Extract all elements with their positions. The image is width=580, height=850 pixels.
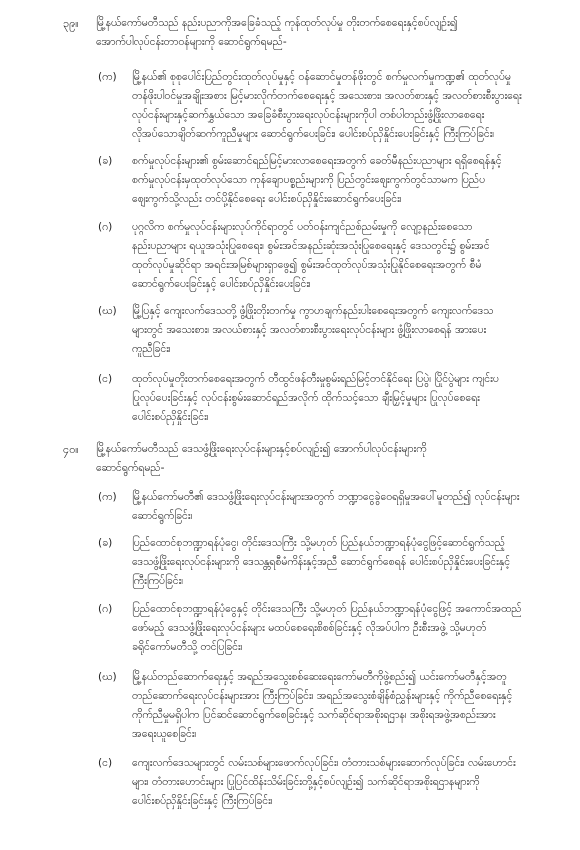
- clause-line: မြို့ပြနှင့် ကျေးလက်ဒေသတို့ ဖွံ့ဖြိုးတိုးတက်မှု ကွာဟချက်နည်းပါးစေရေးအတွက် ကျေးလက်ဒေသ: [132, 305, 494, 317]
- clause-line: များတွင် အသေးစား၊ အလယ်စားနှင့် အလတ်စားစီးပွားရေးလုပ်ငန်းများ ဖွံ့ဖြိုးလာစေရန် အားပေး: [132, 324, 487, 336]
- clause-line: ပေါင်းစပ်ညှိနှိုင်းခြင်းနှင့် ကြီးကြပ်ခြင်း၊: [132, 795, 273, 807]
- heading-line: မြို့နယ်ကော်မတီသည် နည်းပညာကိုအခြေခံသည့် ကုန်ထုတ်လုပ်မှု တိုးတက်စေရေးနှင့်စပ်လျဉ်း၍: [96, 17, 458, 29]
- clause-label: (ဂ): [98, 603, 113, 615]
- clause-label: (င): [98, 757, 113, 769]
- clause-line: ဈေးကွက်သို့လည်း တင်ပို့နိုင်စေရေး ပေါင်းစပ်ညှိနှိုင်းဆောင်ရွက်ပေးခြင်း၊: [132, 193, 402, 205]
- clause-line: ပြည်ထောင်စုဘဏ္ဍာရန်ပုံငွေနှင့် တိုင်းဒေသကြီး သို့မဟုတ် ပြည်နယ်ဘဏ္ဍာရန်ပုံငွေဖြင့် အကောင်အထည်: [132, 603, 522, 615]
- clause-line: ကူညီခြင်း၊: [132, 343, 171, 355]
- clause-label: (ခ): [98, 155, 113, 167]
- clause-line: ခရိုင်ကော်မတီသို့ တင်ပြခြင်း၊: [132, 641, 243, 653]
- heading-line: မြို့နယ်ကော်မတီသည် ဒေသဖွံ့ဖြိုးရေးလုပ်ငန်းများနှင့်စပ်လျဉ်း၍ အောက်ပါလုပ်ငန်းများကို: [96, 443, 427, 455]
- clause-line: ကိုက်ညီမှုမရှိပါက ပြင်ဆင်ဆောင်ရွက်စေခြင်းနှင့် သက်ဆိုင်ရာအစိုးရဌာန၊ အစိုးရအဖွဲ့အစည်းအား: [132, 709, 496, 721]
- clause-line: မြို့နယ်ကော်မတီ၏ ဒေသဖွံ့ဖြိုးရေးလုပ်ငန်းများအတွက် ဘဏ္ဍာငွေခွဲဝေရရှိမှုအပေါ်မူတည်၍ လုပ်ငန်းများ: [132, 491, 520, 503]
- clause-line: ပြည်ထောင်စုဘဏ္ဍာရန်ပုံငွေ၊ တိုင်းဒေသကြီး သို့မဟုတ် ပြည်နယ်ဘဏ္ဍာရန်ပုံငွေဖြင့်ဆောင်ရွက်သည့်: [132, 537, 506, 549]
- clause-label: (ဃ): [98, 671, 117, 683]
- clause-line: စက်မှုလုပ်ငန်းမှထုတ်လုပ်သော ကုန်ချောပစ္စည်းများကို ပြည်တွင်းဈေးကွက်တွင်သာမက ပြည်ပ: [132, 174, 486, 186]
- clause-line: တန်ဖိုးပါဝင်မှုအချိုးအစား မြင့်မားလိုက်တက်စေရေးနှင့် အသေးစား၊ အလတ်စားနှင့် အလတ်စားစီးပွားရေး: [132, 90, 522, 102]
- clause-line: နည်းပညာများ ရယူအသုံးပြုစေရေး၊ စွမ်းအင်အနည်းဆုံးအသုံးပြုစေရေးနှင့် ဒေသတွင်း၌ စွမ်းအင်: [132, 240, 490, 252]
- clause-line: များ၊ တံတားဟောင်းများ ပြုပြင်ထိန်းသိမ်းခြင်းတို့နှင့်စပ်လျဉ်း၍ သက်ဆိုင်ရာအစိုးရဌာနများကို: [132, 776, 480, 788]
- clause-line: မြို့နယ်၏ စုစုပေါင်းပြည်တွင်းထုတ်လုပ်မှုနှင့် ဝန်ဆောင်မှုတန်ဖိုးတွင် စက်မှုလက်မှုကဏ္ဍ၏ ထုတ်လုပ်မှု: [132, 71, 511, 83]
- section-heading: [96, 440, 526, 478]
- clause-line: စက်မှုလုပ်ငန်းများ၏ စွမ်းဆောင်ရည်မြင့်မားလာစေရေးအတွက် ခေတ်မီနည်းပညာများ ရရှိစေရန်နှင့်: [132, 155, 502, 167]
- clause-text: [132, 534, 532, 591]
- clause-text: [132, 68, 532, 144]
- clause-line: ထုတ်လုပ်မှုဆိုင်ရာ အရင်းအမြစ်များရှာဖွေ၍ စွမ်းအင်ထုတ်လုပ်အသုံးပြုနိုင်စေရေးအတွက် စီမံ: [132, 259, 482, 271]
- clause-line: ဆောင်ရွက်ပေးခြင်းနှင့် ပေါင်းစပ်ညှိနှိုင်းပေးခြင်း၊: [132, 278, 311, 290]
- section-number: ၄၀။: [63, 443, 79, 456]
- heading-line: အောက်ပါလုပ်ငန်းတာဝန်များကို ဆောင်ရွက်ရမည်-: [96, 36, 287, 48]
- clause-label: (ဂ): [98, 221, 113, 233]
- clause-label: (က): [98, 491, 117, 503]
- clause-line: လုပ်ငန်းများနှင့်ဆက်နွှယ်သော အခြေခံစီးပွားရေးလုပ်ငန်းများကိုပါ တစ်ပါတည်းဖွံ့ဖြိုးလာစေရေး: [132, 109, 485, 121]
- clause-text: [132, 370, 532, 427]
- clause-text: [132, 754, 532, 811]
- clause-line: ဖော်မည့် ဒေသဖွံ့ဖြိုးရေးလုပ်ငန်းများ မထပ်စေရေးစိစစ်ခြင်းနှင့် လိုအပ်ပါက ဦးစီးအဖွဲ့ သို့မဟုတ်: [132, 622, 487, 634]
- clause-text: [132, 152, 532, 209]
- clause-line: ကျေးလက်ဒေသများတွင် လမ်းသစ်များဖောက်လုပ်ခြင်း၊ တံတားသစ်များဆောက်လုပ်ခြင်း၊ လမ်းဟောင်း: [132, 757, 516, 769]
- clause-text: [132, 218, 532, 294]
- clause-line: ကြီးကြပ်ခြင်း၊: [132, 575, 184, 587]
- clause-label: (ခ): [98, 537, 113, 549]
- clause-line: ပြုလုပ်ပေးခြင်းနှင့် လုပ်ငန်းစွမ်းဆောင်ရည်အလိုက် ထိုက်သင့်သော ချီးမြှင့်မှုများ ပြုလုပ်စေရေး: [132, 392, 480, 404]
- clause-line: လိုအပ်သောချိတ်ဆက်ကူညီမှုများ ဆောင်ရွက်ပေးခြင်း၊ ပေါင်းစပ်ညှိနှိုင်းပေးခြင်းနှင့် ကြီးကြပ်ခြင်း၊: [132, 128, 495, 140]
- clause-label: (င): [98, 373, 113, 385]
- heading-line: ဆောင်ရွက်ရမည်-: [96, 462, 165, 474]
- clause-line: ပေါင်းစပ်ညှိနှိုင်းခြင်း၊: [132, 411, 209, 423]
- clause-text: [132, 302, 532, 359]
- clause-line: ဒေသဖွံ့ဖြိုးရေးလုပ်ငန်းများကို ဒေသန္တရစီမံကိန်းနှင့်အညီ ဆောင်ရွက်စေရန် ပေါင်းစပ်ညှိနှိုင်းပေးခြင်းနှင့်: [132, 556, 511, 568]
- clause-line: အရေးယူစေခြင်း၊: [132, 728, 197, 740]
- clause-text: [132, 600, 532, 657]
- clause-label: (က): [98, 71, 117, 83]
- clause-line: တည်ဆောက်ရေးလုပ်ငန်းများအား ကြီးကြပ်ခြင်း၊ အရည်အသွေးစံချိန်စံညွှန်းများနှင့် ကိုက်ညီစေရေးနှင့်: [132, 690, 513, 702]
- clause-line: ဆောင်ရွက်ခြင်း၊: [132, 510, 193, 522]
- clause-text: [132, 488, 532, 526]
- clause-label: (ဃ): [98, 305, 117, 317]
- clause-line: မြို့နယ်တည်ဆောက်ရေးနှင့် အရည်အသွေးစစ်ဆေးရေးကော်မတီကိုဖွဲ့စည်း၍ ယင်းကော်မတီနှင့်အတူ: [132, 671, 507, 683]
- clause-text: [132, 668, 532, 744]
- clause-line: ထုတ်လုပ်မှုတိုးတက်စေရေးအတွက် တီထွင်ဖန်တီးမှုစွမ်းရည်မြင့်တင်နိုင်ရေး ပြပွဲ၊ ပြိုင်ပွဲများ ကျင်းပ: [132, 373, 499, 385]
- section-number: ၃၉။: [63, 17, 79, 30]
- section-heading: [96, 14, 526, 52]
- clause-line: ပုဂ္ဂလိက စက်မှုလုပ်ငန်းများလုပ်ကိုင်ရာတွင် ပတ်ဝန်းကျင်ညစ်ညမ်းမှုကို လျော့နည်းစေသော: [132, 221, 473, 233]
